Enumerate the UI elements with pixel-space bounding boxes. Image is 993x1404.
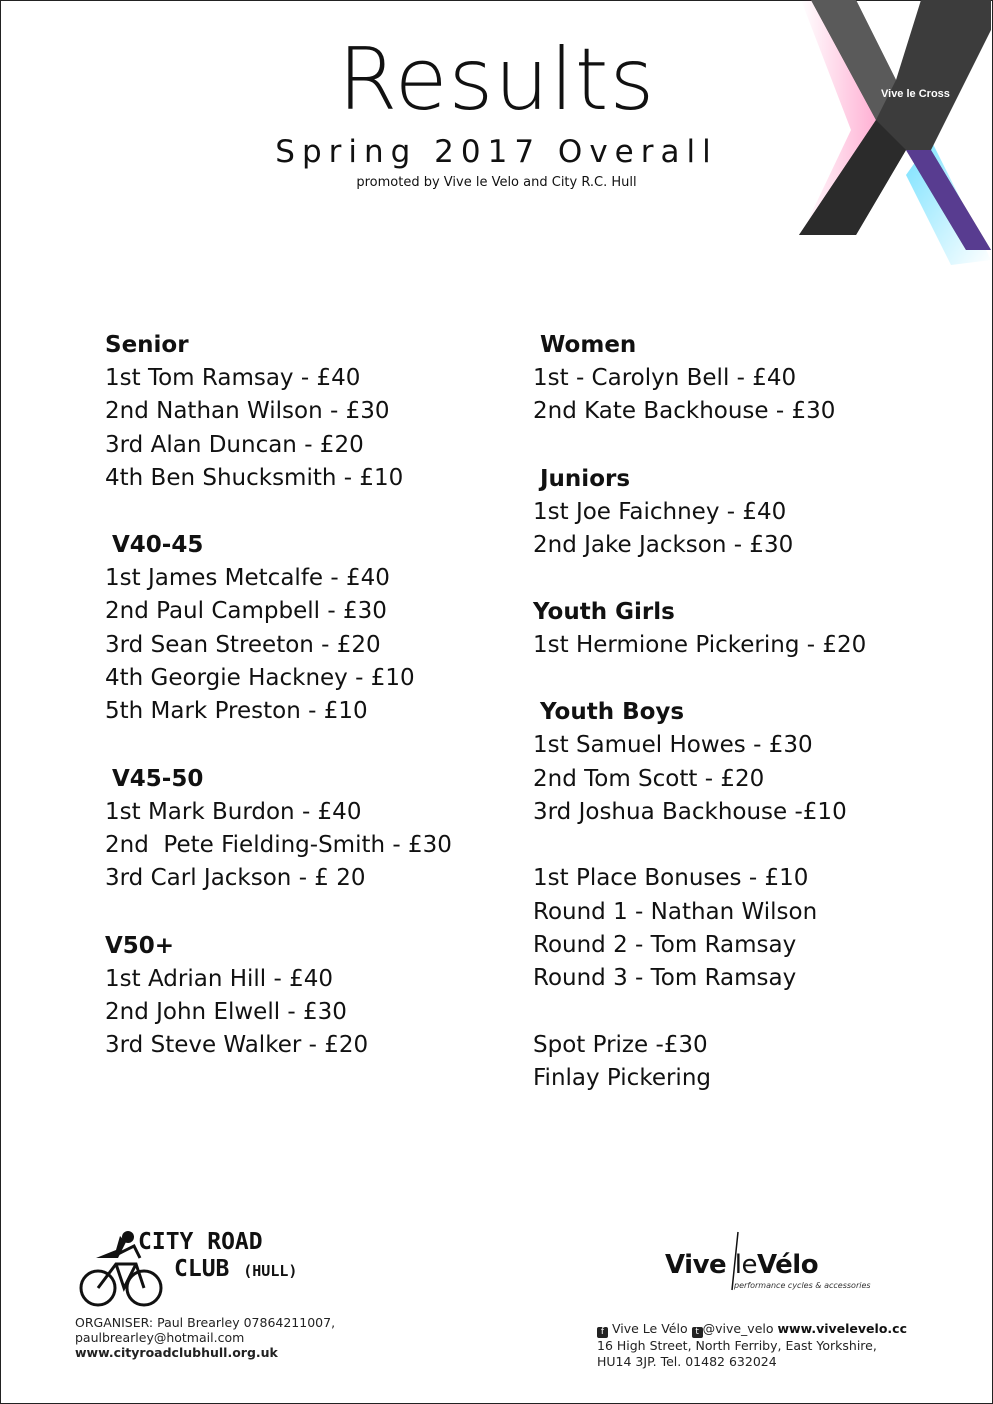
category-juniors	[533, 462, 866, 563]
result-line: 1st - Carolyn Bell - £40	[533, 365, 797, 391]
logo-text: Vive le Cross	[881, 88, 950, 100]
result-line: 2nd Jake Jackson - £30	[533, 531, 794, 558]
twitter-icon: t	[692, 1327, 703, 1338]
club-name-line2	[174, 1256, 297, 1282]
results-left-column	[105, 328, 452, 1095]
result-line: Finlay Pickering	[533, 1064, 712, 1091]
shop-website: www.vivelevelo.cc	[777, 1321, 907, 1336]
result-line: 1st Joe Faichney - £40	[533, 498, 787, 525]
club-name-suffix: (HULL)	[243, 1262, 298, 1280]
page-subtitle: Spring 2017 Overall	[275, 134, 718, 170]
brand-le: le	[734, 1250, 757, 1280]
category-heading: V50+	[105, 932, 175, 959]
spot-prize	[533, 1029, 866, 1096]
category-heading: Juniors	[540, 465, 631, 492]
category-heading: Youth Girls	[533, 599, 675, 626]
facebook-icon: f	[597, 1327, 608, 1338]
social-line	[597, 1321, 907, 1338]
brand-vive: Vive	[665, 1250, 727, 1280]
club-website: www.cityroadclubhull.org.uk	[75, 1345, 278, 1360]
result-line: 1st Place Bonuses - £10	[533, 865, 809, 892]
result-line: Spot Prize -£30	[533, 1031, 708, 1058]
result-line: 3rd Joshua Backhouse -£10	[533, 799, 847, 826]
shop-contact	[597, 1321, 907, 1370]
page-title: Results	[337, 30, 656, 130]
result-line: 2nd Nathan Wilson - £30	[105, 398, 390, 425]
address-line1: 16 High Street, North Ferriby, East Yorkshire,	[597, 1338, 877, 1353]
club-name-line1: CITY ROAD	[138, 1229, 263, 1255]
place-bonuses	[533, 862, 866, 995]
organiser-info	[75, 1315, 335, 1360]
category-heading: V40-45	[112, 532, 204, 559]
result-line: 2nd John Elwell - £30	[105, 998, 347, 1025]
category-senior	[105, 328, 452, 495]
result-line: 1st Mark Burdon - £40	[105, 798, 362, 825]
result-line: 2nd Pete Fielding-Smith - £30	[105, 831, 452, 858]
results-right-column	[533, 328, 866, 1128]
club-name-club: CLUB	[174, 1256, 230, 1282]
brand-velo: Vélo	[756, 1250, 819, 1280]
category-youth-boys	[533, 695, 866, 829]
result-line: 2nd Kate Backhouse - £30	[533, 398, 836, 425]
category-heading: V45-50	[112, 765, 204, 792]
result-line: 2nd Paul Campbell - £30	[105, 598, 387, 625]
result-line: 4th Ben Shucksmith - £10	[105, 464, 404, 491]
result-line: 4th Georgie Hackney - £10	[105, 665, 415, 692]
result-line: 1st Hermione Pickering - £20	[533, 632, 867, 659]
result-line: 1st Adrian Hill - £40	[105, 965, 333, 992]
result-line: 3rd Steve Walker - £20	[105, 1032, 369, 1059]
address-line2: HU14 3JP. Tel. 01482 632024	[597, 1354, 777, 1369]
category-heading: Senior	[105, 332, 189, 358]
promoted-by: promoted by Vive le Velo and City R.C. Hull	[356, 175, 637, 190]
organiser-line: ORGANISER: Paul Brearley 07864211007,	[75, 1315, 336, 1330]
result-line: 1st James Metcalfe - £40	[105, 565, 390, 592]
vive-le-velo-brand	[665, 1250, 818, 1280]
category-v40-45	[105, 528, 452, 728]
category-heading: Youth Boys	[540, 699, 685, 726]
result-line: Round 3 - Tom Ramsay	[533, 965, 797, 992]
result-line: 2nd Tom Scott - £20	[533, 765, 765, 792]
result-line: 1st Samuel Howes - £30	[533, 732, 813, 759]
category-v45-50	[105, 762, 452, 896]
result-line: Round 1 - Nathan Wilson	[533, 898, 818, 925]
result-line: 1st Tom Ramsay - £40	[105, 365, 361, 391]
result-line: Round 2 - Tom Ramsay	[533, 931, 797, 958]
result-line: 3rd Alan Duncan - £20	[105, 431, 364, 458]
category-youth-girls	[533, 595, 866, 662]
twitter-handle: @vive_velo	[702, 1321, 774, 1336]
result-line: 3rd Carl Jackson - £ 20	[105, 865, 366, 892]
facebook-name: Vive Le Vélo	[611, 1321, 688, 1336]
category-heading: Women	[540, 332, 637, 358]
brand-tagline: performance cycles & accessories	[734, 1281, 871, 1290]
result-line: 3rd Sean Streeton - £20	[105, 631, 381, 658]
category-v50-plus	[105, 929, 452, 1063]
category-women	[533, 328, 866, 429]
organiser-email: paulbrearley@hotmail.com	[75, 1330, 245, 1345]
result-line: 5th Mark Preston - £10	[105, 698, 368, 725]
